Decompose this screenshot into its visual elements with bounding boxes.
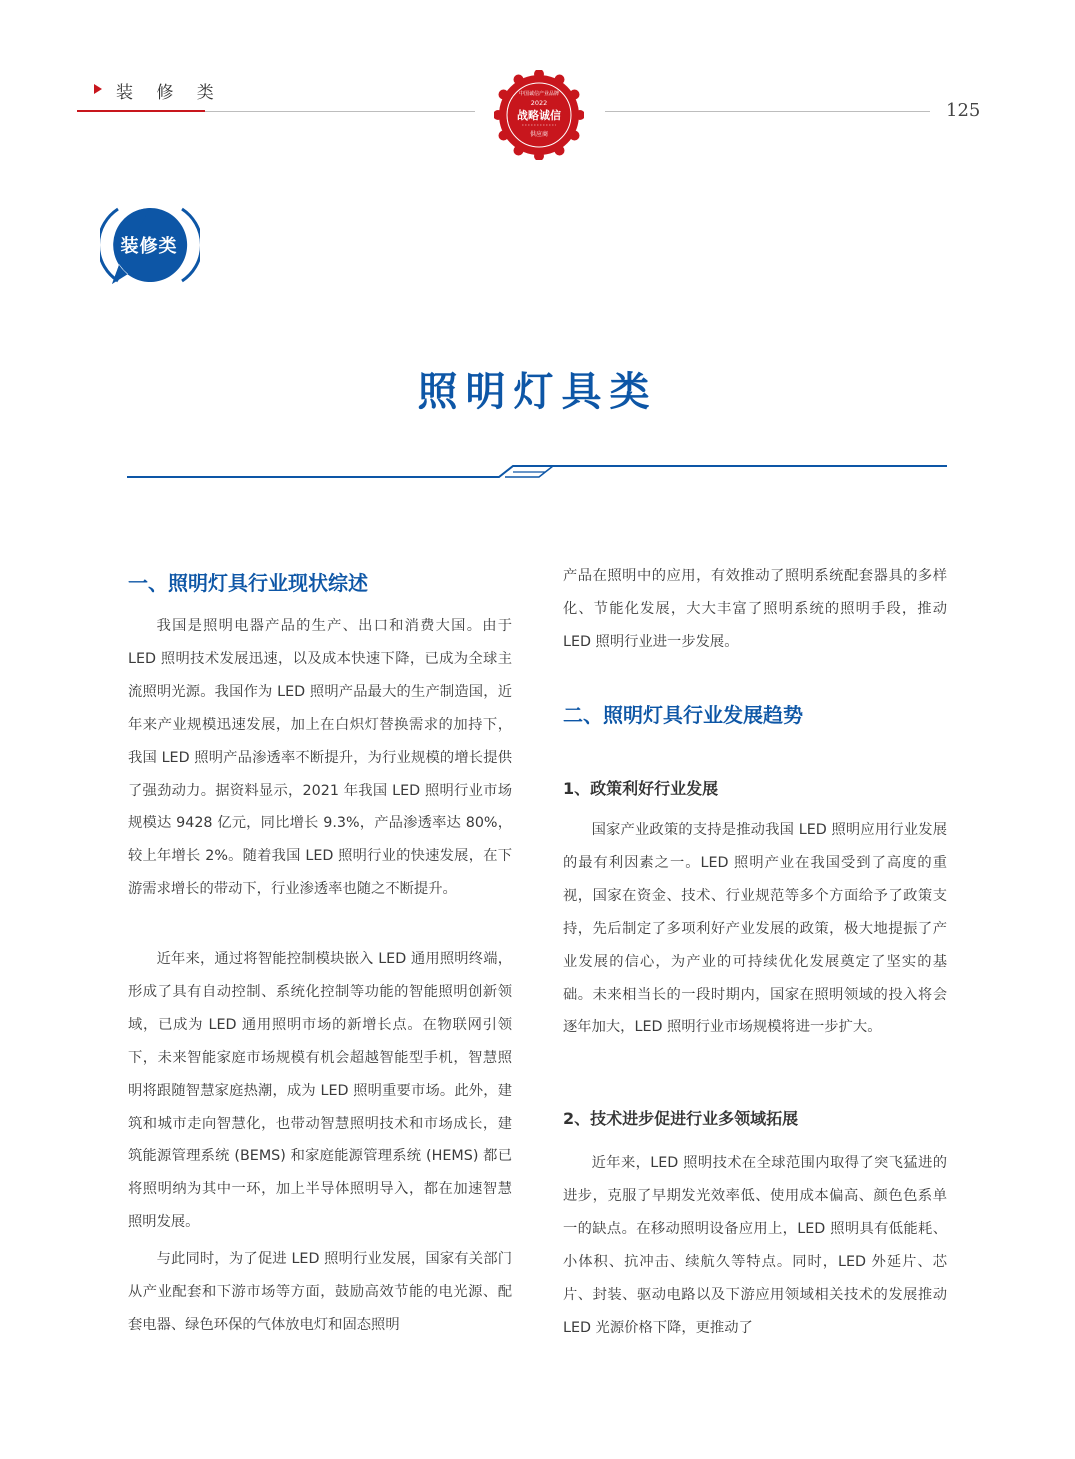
paragraph-continued: 产品在照明中的应用，有效推动了照明系统配套器具的多样化、节能化发展，大大丰富了照明系统的照明手段，推动 LED 照明行业进一步发展。 xyxy=(563,568,947,650)
page-title: 照明灯具类 xyxy=(417,369,658,415)
subheading-technology: 2、技术进步促进行业多领域拓展 xyxy=(563,1109,799,1128)
seal-top-text: 中国诚信产业品牌 xyxy=(518,91,560,97)
section-heading-1: 一、照明灯具行业现状综述 xyxy=(128,571,368,595)
paragraph-policy: 国家产业政策的支持是推动我国 LED 照明应用行业发展的最有利因素之一。LED 照明产业在我国受到了高度的重视，国家在资金、技术、行业规范等多个方面给予了政策支持，先后制定了多项利好产业发展的政策，极大地提振了产业发展的信心，为产业的可持续优化发展奠定了坚实的基础。未来相当长的一段时期内，国家在照明领域的投入将会逐年加大，LED 照明行业市场规模将进一步扩大。 xyxy=(563,822,947,1036)
seal-bottom-text: 供应商 xyxy=(529,131,549,138)
section-heading-2: 二、照明灯具行业发展趋势 xyxy=(563,703,803,727)
header-divider-left xyxy=(205,111,475,112)
page-number: 125 xyxy=(946,100,981,121)
category-badge-label: 装修类 xyxy=(120,236,178,257)
header-category: 装 修 类 xyxy=(116,83,223,103)
seal-main-text: 战略诚信 xyxy=(517,109,561,122)
title-divider xyxy=(127,458,947,482)
subheading-policy: 1、政策利好行业发展 xyxy=(563,779,719,798)
header-accent-line xyxy=(77,110,205,112)
paragraph-smart-lighting: 近年来，通过将智能控制模块嵌入 LED 通用照明终端，形成了具有自动控制、系统化控制等功能的智能照明创新领域，已成为 LED 通用照明市场的新增长点。在物联网引领下，未来智能家庭市场规模有机会超越智能型手机，智慧照明将跟随智慧家庭热潮，成为 LED 照明重要市场。此外，建筑和城市走向智慧化，也带动智慧照明技术和市场成长，建筑能源管理系统 (BEMS) 和家庭能源管理系统 (HEMS) 都已将照明纳为其中一环，加上半导体照明导入，都在加速智慧照明发展。 xyxy=(128,951,512,1231)
seal-year: 2022 xyxy=(530,99,548,107)
header-arrow-icon xyxy=(94,84,102,94)
paragraph-market-overview: 我国是照明电器产品的生产、出口和消费大国。由于 LED 照明技术发展迅速，以及成本快速下降，已成为全球主流照明光源。我国作为 LED 照明产品最大的生产制造国，近年来产业规模迅速发展，加上在白炽灯替换需求的加持下，我国 LED 照明产品渗透率不断提升，为行业规模的增长提供了强劲动力。据资料显示，2021 年我国 LED 照明行业市场规模达 9428 亿元，同比增长 9.3%，产品渗透率达 80%，较上年增长 2%。随着我国 LED 照明行业的快速发展，在下游需求增长的带动下，行业渗透率也随之不断提升。 xyxy=(128,618,512,898)
paragraph-policy-support: 与此同时，为了促进 LED 照明行业发展，国家有关部门从产业配套和下游市场等方面，鼓励高效节能的电光源、配套电器、绿色环保的气体放电灯和固态照明 xyxy=(128,1251,512,1333)
header-divider-right xyxy=(605,111,930,112)
seal-logo xyxy=(494,70,584,160)
paragraph-technology: 近年来，LED 照明技术在全球范围内取得了突飞猛进的进步，克服了早期发光效率低、使用成本偏高、颜色色系单一的缺点。在移动照明设备应用上，LED 照明具有低能耗、小体积、抗冲击、续航久等特点。同时，LED 外延片、芯片、封装、驱动电路以及下游应用领域相关技术的发展推动 LED 光源价格下降，更推动了 xyxy=(563,1155,947,1336)
